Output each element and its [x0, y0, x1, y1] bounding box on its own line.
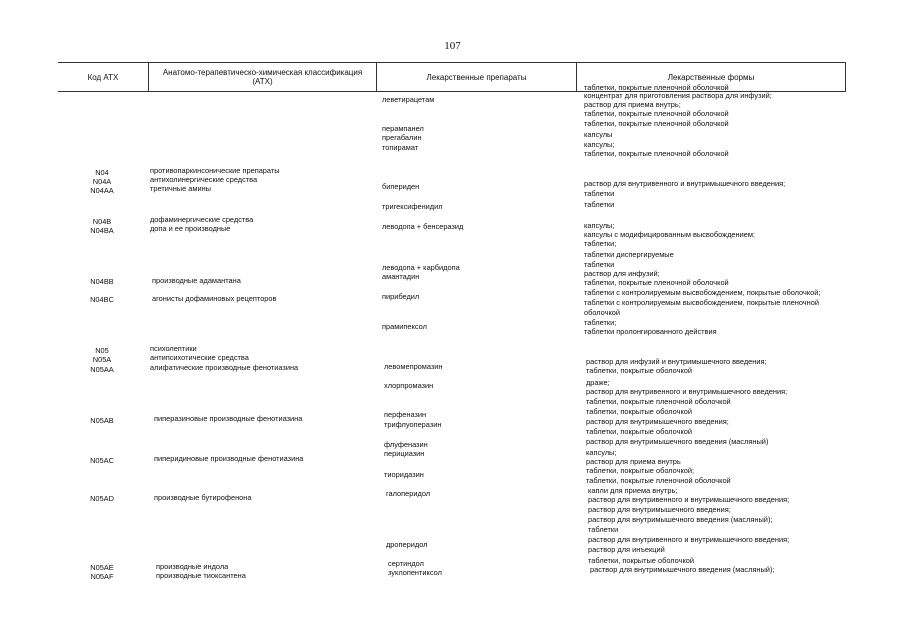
header-atc-code: Код АТХ	[87, 72, 119, 82]
atc-class: третичные амины	[150, 184, 211, 193]
drug-name: леводопа + карбидопа	[382, 263, 460, 272]
dosage-form: раствор для внутримышечного введения (масляный);	[588, 515, 773, 524]
dosage-form: таблетки, покрытые пленочной оболочкой	[584, 83, 729, 92]
dosage-form: раствор для приема внутрь	[586, 457, 681, 466]
drug-name: перициазин	[384, 449, 425, 458]
atc-code: N05AE	[90, 563, 114, 572]
drug-name: перампанел	[382, 124, 424, 133]
dosage-form: раствор для внутримышечного введения (масляный);	[590, 565, 775, 574]
dosage-form: раствор для внутривенного и внутримышечного введения;	[588, 495, 790, 504]
atc-class: производные адамантана	[152, 276, 241, 285]
atc-class: противопаркинсонические препараты	[150, 166, 280, 175]
atc-class: пиперидиновые производные фенотиазина	[154, 454, 304, 463]
drug-name: леветирацетам	[382, 95, 435, 104]
drug-name: сертиндол	[388, 559, 424, 568]
dosage-form: таблетки, покрытые пленочной оболочкой	[586, 397, 731, 406]
dosage-form: таблетки, покрытые пленочной оболочкой	[586, 476, 731, 485]
atc-code: N05AF	[90, 572, 114, 581]
dosage-form: концентрат для приготовления раствора для инфузий;	[584, 91, 772, 100]
dosage-form: таблетки;	[584, 239, 617, 248]
atc-code: N05AA	[90, 365, 114, 374]
drug-name: дроперидол	[386, 540, 428, 549]
atc-class: пиперазиновые производные фенотиазина	[154, 414, 303, 423]
dosage-form: таблетки с контролируемым высвобождением, покрытые пленочной	[584, 298, 819, 307]
atc-class: агонисты дофаминовых рецепторов	[152, 294, 277, 303]
dosage-form: капсулы с модифицированным высвобождением;	[584, 230, 755, 239]
dosage-form: раствор для приема внутрь;	[584, 100, 681, 109]
dosage-form: капсулы;	[586, 448, 617, 457]
dosage-form: таблетки, покрытые оболочкой	[586, 407, 693, 416]
dosage-form: капсулы	[584, 130, 613, 139]
drug-name: перфеназин	[384, 410, 427, 419]
atc-code: N05AD	[90, 494, 114, 503]
dosage-form: таблетки	[584, 200, 615, 209]
drug-name: леводопа + бенсеразид	[382, 222, 464, 231]
atc-code: N04	[95, 168, 109, 177]
atc-code: N04B	[92, 217, 112, 226]
dosage-form: таблетки с контролируемым высвобождением, покрытые оболочкой;	[584, 288, 821, 297]
drug-name: прегабалин	[382, 133, 422, 142]
header-atc-classification: Анатомо-терапевтическо-химическая классификация (АТХ)	[148, 63, 376, 91]
page-number: 107	[444, 40, 461, 52]
drug-name: топирамат	[382, 143, 419, 152]
drug-name: пирибедил	[382, 292, 420, 301]
dosage-form: таблетки	[588, 525, 619, 534]
dosage-form: раствор для внутривенного и внутримышечного введения;	[588, 535, 790, 544]
dosage-form: таблетки, покрытые пленочной оболочкой	[584, 109, 729, 118]
atc-code: N04BB	[90, 277, 114, 286]
atc-class: алифатические производные фенотиазина	[150, 363, 299, 372]
atc-code: N04AA	[90, 186, 114, 195]
drug-name: левомепромазин	[384, 362, 443, 371]
dosage-form: таблетки, покрытые оболочкой	[588, 556, 695, 565]
atc-class: антихолинергические средства	[150, 175, 258, 184]
atc-class: дофаминергические средства	[150, 215, 254, 224]
dosage-form: таблетки, покрытые пленочной оболочкой	[584, 278, 729, 287]
dosage-form: раствор для внутривенного и внутримышечного введения;	[586, 387, 788, 396]
dosage-form: таблетки, покрытые пленочной оболочкой	[584, 119, 729, 128]
dosage-form: таблетки	[584, 189, 615, 198]
dosage-form: раствор для внутривенного и внутримышечного введения;	[584, 179, 786, 188]
dosage-form: таблетки, покрытые пленочной оболочкой	[584, 149, 729, 158]
drug-name: тригексифенидил	[382, 202, 443, 211]
atc-code: N04A	[92, 177, 112, 186]
atc-code: N05AC	[90, 456, 114, 465]
header-dosage-forms: Лекарственные формы	[576, 63, 846, 91]
atc-class: психолептики	[150, 344, 197, 353]
atc-code: N05A	[92, 355, 112, 364]
dosage-form: раствор для внутримышечного введения;	[588, 505, 731, 514]
atc-class: антипсихотические средства	[150, 353, 249, 362]
drug-name: зуклопентиксол	[388, 568, 442, 577]
drug-name: флуфеназин	[384, 440, 428, 449]
atc-class: производные бутирофенона	[154, 493, 252, 502]
dosage-form: драже;	[586, 378, 610, 387]
dosage-form: таблетки пролонгированного действия	[584, 327, 717, 336]
drug-name: галоперидол	[386, 489, 431, 498]
drug-name: хлорпромазин	[384, 381, 434, 390]
dosage-form: капсулы;	[584, 140, 615, 149]
dosage-form: раствор для инъекций	[588, 545, 665, 554]
dosage-form: таблетки диспергируемые	[584, 250, 674, 259]
drug-name: трифлуоперазин	[384, 420, 442, 429]
dosage-form: оболочкой	[584, 308, 621, 317]
atc-code: N05	[95, 346, 109, 355]
drug-name: тиоридазин	[384, 470, 424, 479]
drug-name: амантадин	[382, 272, 420, 281]
atc-class: производные тиоксантена	[156, 571, 246, 580]
header-drugs: Лекарственные препараты	[376, 63, 576, 91]
dosage-form: раствор для инфузий;	[584, 269, 660, 278]
atc-code: N04BC	[90, 295, 114, 304]
dosage-form: таблетки, покрытые оболочкой;	[586, 466, 695, 475]
drug-name: бипериден	[382, 182, 420, 191]
dosage-form: таблетки, покрытые оболочкой	[586, 427, 693, 436]
dosage-form: раствор для внутримышечного введения (масляный)	[586, 437, 769, 446]
atc-class: производные индола	[156, 562, 229, 571]
atc-code: N05AB	[90, 416, 114, 425]
dosage-form: раствор для внутримышечного введения;	[586, 417, 729, 426]
dosage-form: раствор для инфузий и внутримышечного введения;	[586, 357, 767, 366]
atc-class: допа и ее производные	[150, 224, 231, 233]
dosage-form: таблетки;	[584, 318, 617, 327]
dosage-form: таблетки	[584, 260, 615, 269]
dosage-form: капли для приема внутрь;	[588, 486, 678, 495]
atc-code: N04BA	[90, 226, 114, 235]
drug-name: прамипексол	[382, 322, 427, 331]
dosage-form: таблетки, покрытые оболочкой	[586, 366, 693, 375]
dosage-form: капсулы;	[584, 221, 615, 230]
